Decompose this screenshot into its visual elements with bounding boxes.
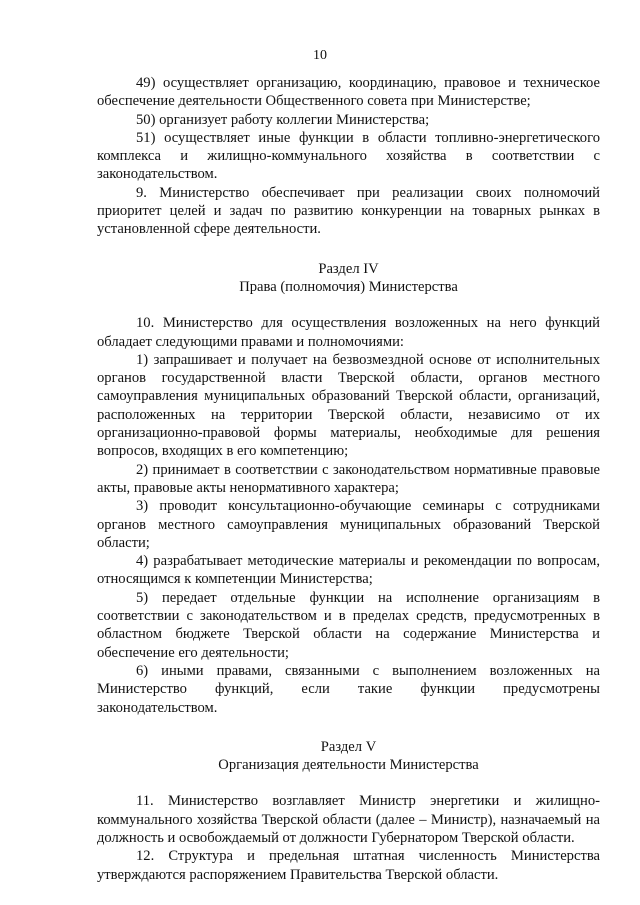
paragraph-clause-9: 9. Министерство обеспечивает при реализации своих полномочий приоритет целей и задач по развитию конкуренции на товарных рынках в установленной сфере деятельности. [97, 184, 600, 238]
paragraph-item-49: 49) осуществляет организацию, координацию, правовое и техническое обеспечение деятельности Общественного совета при Министерстве; [97, 75, 600, 110]
paragraph-item-50: 50) организует работу коллегии Министерства; [136, 111, 430, 128]
section-4-title: Права (полномочия) Министерства [239, 278, 458, 295]
document-body [97, 74, 600, 884]
paragraph-right-1: 1) запрашивает и получает на безвозмездной основе от исполнительных органов государственной власти Тверской области, органов местного самоуправления муниципальных образований Тверской области, организаций, расположенных на территории Тверской области, независимо от их организационно-правовой формы материалы, необходимые для решения вопросов, входящих в его компетенцию; [97, 351, 600, 460]
paragraph-right-2: 2) принимает в соответствии с законодательством нормативные правовые акты, правовые акты ненормативного характера; [97, 461, 600, 496]
paragraph-item-51: 51) осуществляет иные функции в области топливно-энергетического комплекса и жилищно-коммунального хозяйства в соответствии с законодательством. [97, 129, 600, 183]
section-4-label: Раздел IV [318, 260, 379, 277]
paragraph-right-5: 5) передает отдельные функции на исполнение организациям в соответствии с законодательством и в пределах средств, предусмотренных в областном бюджете Тверской области на содержание Министерства и обеспечение его деятельности; [97, 589, 600, 661]
paragraph-right-6: 6) иными правами, связанными с выполнением возложенных на Министерство функций, если такие функции предусмотрены законодательством. [97, 662, 600, 716]
paragraph-clause-10: 10. Министерство для осуществления возложенных на него функций обладает следующими правами и полномочиями: [97, 315, 600, 350]
section-5-title: Организация деятельности Министерства [218, 757, 479, 774]
paragraph-right-4: 4) разрабатывает методические материалы и рекомендации по вопросам, относящимся к компетенции Министерства; [97, 553, 600, 588]
section-5-label: Раздел V [320, 738, 377, 755]
paragraph-right-3: 3) проводит консультационно-обучающие семинары с сотрудниками органов местного самоуправления муниципальных образований Тверской области; [97, 498, 600, 551]
page-number: 10 [313, 48, 327, 63]
paragraph-clause-11: 11. Министерство возглавляет Министр энергетики и жилищно-коммунального хозяйства Тверской области (далее – Министр), назначаемый на должность и освобождаемый от должности Губернатором Тверской области. [97, 793, 600, 846]
paragraph-clause-12: 12. Структура и предельная штатная численность Министерства утверждаются распоряжением Правительства Тверской области. [97, 848, 600, 883]
